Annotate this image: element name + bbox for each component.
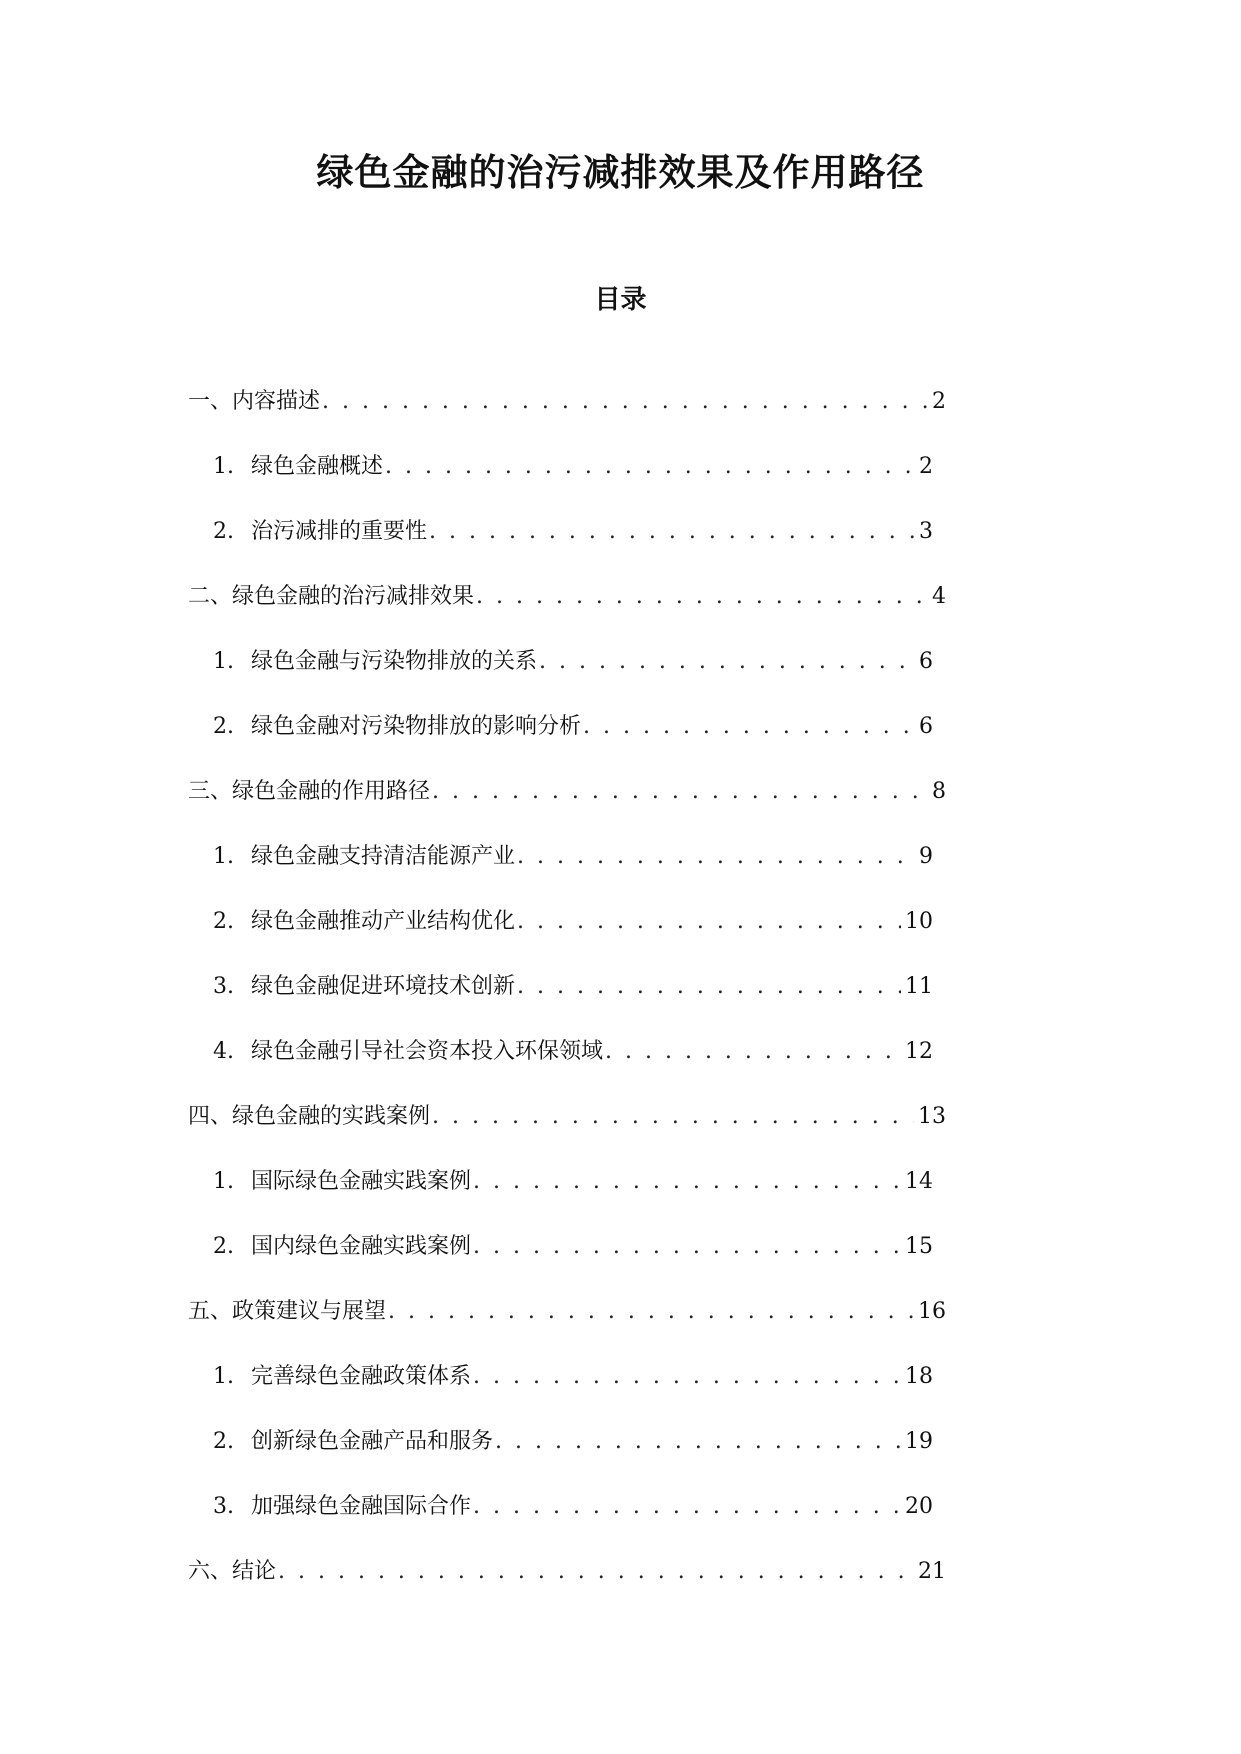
toc-page-number: 19 bbox=[905, 1429, 933, 1454]
toc-entry[interactable] bbox=[213, 645, 933, 679]
toc-entry-number: 3. bbox=[213, 974, 234, 999]
toc-entry-number: 2. bbox=[213, 909, 234, 934]
toc-page-number: 2 bbox=[919, 454, 933, 479]
toc-entry-number: 2. bbox=[213, 519, 234, 544]
toc-entry-label: 绿色金融概述 bbox=[251, 454, 384, 479]
toc-dot-leader bbox=[517, 905, 901, 939]
toc-dot-leader bbox=[517, 970, 901, 1004]
toc-entry-label: 绿色金融引导社会资本投入环保领域 bbox=[251, 1039, 604, 1064]
toc-dot-leader bbox=[322, 385, 928, 419]
toc-entry[interactable] bbox=[213, 450, 933, 484]
toc-page-number: 6 bbox=[919, 714, 933, 739]
toc-entry-label: 完善绿色金融政策体系 bbox=[251, 1364, 472, 1389]
toc-entry[interactable] bbox=[213, 1230, 933, 1264]
toc-entry[interactable] bbox=[213, 1360, 933, 1394]
toc-heading: 目录 bbox=[594, 285, 647, 315]
toc-entry-number: 1. bbox=[213, 649, 234, 674]
toc-dot-leader bbox=[539, 645, 915, 679]
toc-entry[interactable] bbox=[188, 1100, 946, 1134]
toc-entry-label: 四、绿色金融的实践案例 bbox=[188, 1104, 431, 1129]
toc-page-number: 4 bbox=[932, 584, 946, 609]
toc-dot-leader bbox=[473, 1165, 901, 1199]
toc-page-number: 2 bbox=[932, 389, 946, 414]
toc-dot-leader bbox=[388, 1295, 914, 1329]
toc-entry[interactable] bbox=[213, 710, 933, 744]
toc-dot-leader bbox=[473, 1360, 901, 1394]
toc-page-number: 16 bbox=[918, 1299, 946, 1324]
toc-page-number: 6 bbox=[919, 649, 933, 674]
toc-dot-leader bbox=[583, 710, 915, 744]
toc-page-number: 12 bbox=[905, 1039, 933, 1064]
toc-entry-number: 2. bbox=[213, 1429, 234, 1454]
toc-page-number: 14 bbox=[905, 1169, 933, 1194]
toc-entry[interactable] bbox=[213, 1035, 933, 1069]
toc-entry-label: 绿色金融对污染物排放的影响分析 bbox=[251, 714, 582, 739]
toc-dot-leader bbox=[495, 1425, 901, 1459]
toc-dot-leader bbox=[473, 1490, 901, 1524]
toc-entry-label: 六、结论 bbox=[188, 1559, 277, 1584]
toc-entry[interactable] bbox=[188, 775, 946, 809]
toc-entry-label: 创新绿色金融产品和服务 bbox=[251, 1429, 494, 1454]
toc-dot-leader bbox=[429, 515, 915, 549]
toc-entry[interactable] bbox=[213, 970, 933, 1004]
toc-entry-label: 一、内容描述 bbox=[188, 389, 321, 414]
toc-entry[interactable] bbox=[188, 385, 946, 419]
toc-entry[interactable] bbox=[188, 1295, 946, 1329]
toc-entry-label: 三、绿色金融的作用路径 bbox=[188, 779, 431, 804]
toc-entry-label: 二、绿色金融的治污减排效果 bbox=[188, 584, 475, 609]
toc-dot-leader bbox=[432, 1100, 914, 1134]
toc-page-number: 3 bbox=[919, 519, 933, 544]
toc-page-number: 10 bbox=[905, 909, 933, 934]
toc-entry[interactable] bbox=[213, 1165, 933, 1199]
toc-dot-leader bbox=[517, 840, 915, 874]
toc-entry[interactable] bbox=[188, 580, 946, 614]
toc-entry[interactable] bbox=[213, 1425, 933, 1459]
toc-entry[interactable] bbox=[213, 840, 933, 874]
toc-entry-label: 绿色金融支持清洁能源产业 bbox=[251, 844, 516, 869]
document-title: 绿色金融的治污减排效果及作用路径 bbox=[316, 151, 925, 194]
toc-entry-number: 1. bbox=[213, 1364, 234, 1389]
toc-dot-leader bbox=[432, 775, 928, 809]
toc-entry[interactable] bbox=[213, 905, 933, 939]
toc-entry-number: 3. bbox=[213, 1494, 234, 1519]
toc-entry-label: 治污减排的重要性 bbox=[251, 519, 428, 544]
toc-entry-number: 1. bbox=[213, 844, 234, 869]
toc-entry-label: 绿色金融促进环境技术创新 bbox=[251, 974, 516, 999]
toc-entry[interactable] bbox=[213, 1490, 933, 1524]
toc-dot-leader bbox=[385, 450, 915, 484]
toc-page-number: 8 bbox=[932, 779, 946, 804]
toc-page-number: 20 bbox=[905, 1494, 933, 1519]
toc-entry[interactable] bbox=[188, 1555, 946, 1589]
toc-dot-leader bbox=[473, 1230, 901, 1264]
toc-page-number: 18 bbox=[905, 1364, 933, 1389]
toc-entry-number: 2. bbox=[213, 714, 234, 739]
toc-entry-label: 国内绿色金融实践案例 bbox=[251, 1234, 472, 1259]
toc-page-number: 9 bbox=[919, 844, 933, 869]
toc-page-number: 21 bbox=[918, 1559, 946, 1584]
toc-entry-number: 4. bbox=[213, 1039, 234, 1064]
toc-entry[interactable] bbox=[213, 515, 933, 549]
toc-dot-leader bbox=[278, 1555, 914, 1589]
toc-entry-number: 2. bbox=[213, 1234, 234, 1259]
toc-entry-number: 1. bbox=[213, 1169, 234, 1194]
toc-entry-label: 绿色金融推动产业结构优化 bbox=[251, 909, 516, 934]
toc-entry-number: 1. bbox=[213, 454, 234, 479]
toc-entry-label: 国际绿色金融实践案例 bbox=[251, 1169, 472, 1194]
toc-entry-label: 加强绿色金融国际合作 bbox=[251, 1494, 472, 1519]
toc-dot-leader bbox=[476, 580, 928, 614]
toc-dot-leader bbox=[605, 1035, 901, 1069]
toc-page-number: 15 bbox=[905, 1234, 933, 1259]
toc-entry-label: 五、政策建议与展望 bbox=[188, 1299, 387, 1324]
toc-entry-label: 绿色金融与污染物排放的关系 bbox=[251, 649, 538, 674]
toc-page-number: 13 bbox=[918, 1104, 946, 1129]
toc-page-number: 11 bbox=[905, 974, 933, 999]
